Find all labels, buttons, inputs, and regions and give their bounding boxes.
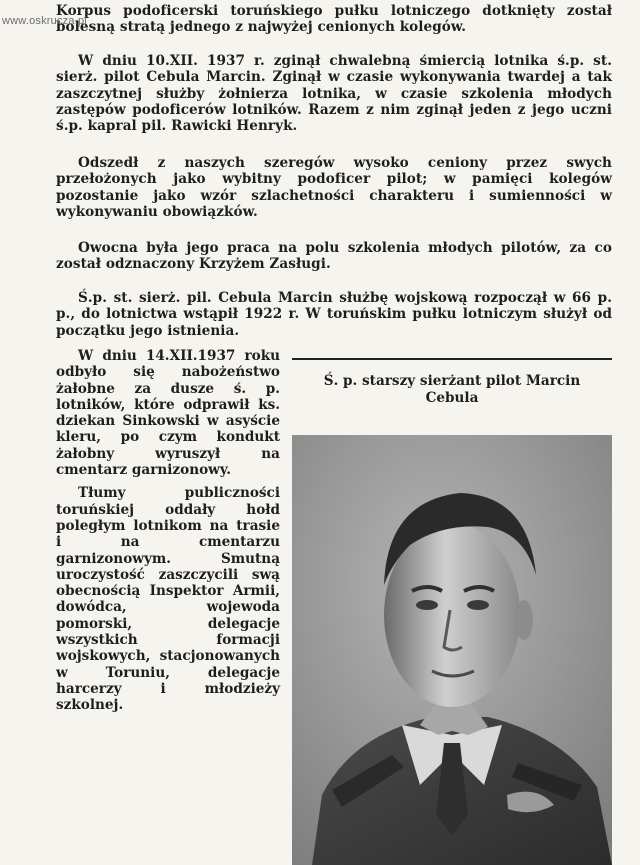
right-eye: [467, 600, 489, 610]
article-intro: Korpus podoficerski toruńskiego pułku lotniczego dotknięty został bolesną stratą jednego z najwyżej cenionych kolegów.: [56, 3, 612, 36]
left-eye: [416, 600, 438, 610]
photo-caption-line-2: Cebula: [425, 390, 479, 406]
article-paragraph-career: Ś.p. st. sierż. pil. Cebula Marcin służbę wojskową rozpoczął w 66 p. p., do lotnictwa wstąpił 1922 r. W toruńskim pułku lotniczym służył od początku jego istnienia.: [56, 290, 612, 339]
article-paragraph-award: Owocna była jego praca na polu szkolenia młodych pilotów, za co został odznaczony Krzyżem Zasługi.: [56, 240, 612, 273]
article-paragraph-tribute: Tłumy publiczności toruńskiej oddały hołd poległym lotnikom na trasie i na cmentarzu garnizonowym. Smutną uroczystość zaszczycili swą obecnością Inspektor Armii, dowódca, wojewoda pomorski, delegacje wszystkich formacji wojskowych, stacjonowanych w Toruniu, delegacje harcerzy i młodzieży szkolnej.: [56, 485, 280, 714]
portrait-photo-drawing: [292, 435, 612, 865]
article-paragraph-memory: Odszedł z naszych szeregów wysoko ceniony przez swych przełożonych jako wybitny podoficer pilot; w pamięci kolegów pozostanie jako wzór szlachetności charakteru i sumienności w wykonywaniu obowiązków.: [56, 155, 612, 220]
article-paragraph-funeral-mass: W dniu 14.XII.1937 roku odbyło się nabożeństwo żałobne za dusze ś. p. lotników, które odprawił ks. dziekan Sinkowski w asyście kleru, po czym kondukt żałobny wyruszył na cmentarz garnizonowy.: [56, 348, 280, 479]
article-left-column: [56, 348, 280, 721]
portrait-photo: [292, 435, 612, 865]
website-watermark: www.oskrucza.pl: [2, 15, 87, 27]
photo-caption-line-1: Ś. p. starszy sierżant pilot Marcin: [323, 373, 581, 389]
article-paragraph-death: W dniu 10.XII. 1937 r. zginął chwalebną śmiercią lotnika ś.p. st. sierż. pilot Cebula Marcin. Zginął w czasie wykonywania twardej a tak zaszczytnej służby żołnierza lotnika, w czasie szkolenia młodych zastępów podoficerów lotników. Razem z nim zginął jeden z jego uczni ś.p. kapral pil. Rawicki Henryk.: [56, 53, 612, 135]
photo-top-rule: [292, 358, 612, 360]
ear: [515, 600, 533, 640]
photo-caption: [292, 373, 612, 407]
